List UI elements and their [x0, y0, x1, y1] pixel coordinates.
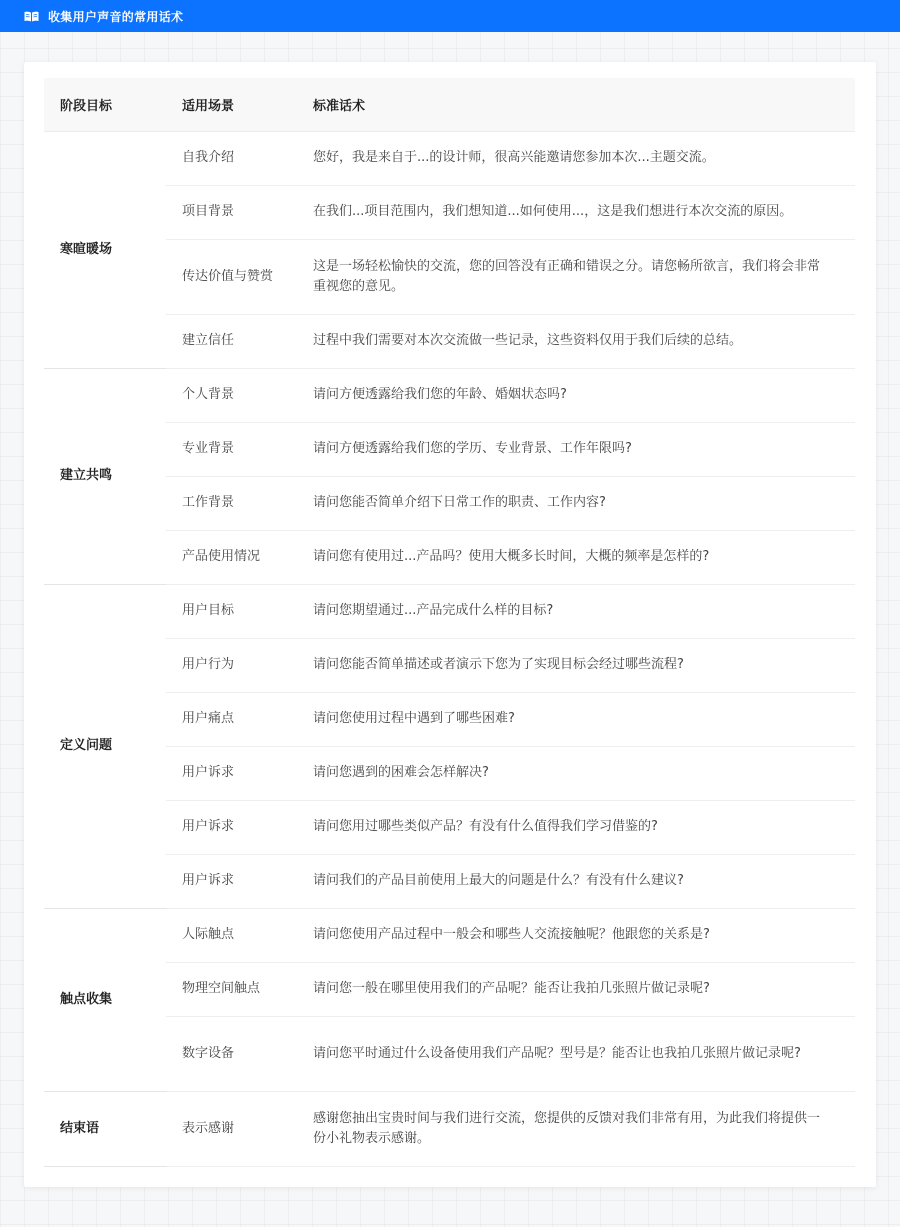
table-row [44, 239, 855, 314]
script-cell: 请问您能否简单介绍下日常工作的职责、工作内容? [297, 476, 855, 530]
script-cell: 请问我们的产品目前使用上最大的问题是什么？有没有什么建议? [297, 854, 855, 908]
stage-resonance: 建立共鸣 [44, 368, 166, 584]
script-cell: 请问您一般在哪里使用我们的产品呢？能否让我拍几张照片做记录呢? [297, 962, 855, 1016]
script-cell: 请问您能否简单描述或者演示下您为了实现目标会经过哪些流程? [297, 638, 855, 692]
script-cell: 请问方便透露给我们您的年龄、婚姻状态吗? [297, 368, 855, 422]
scene-cell: 专业背景 [166, 422, 297, 476]
stage-closing: 结束语 [44, 1091, 166, 1166]
scene-cell: 用户目标 [166, 584, 297, 638]
script-cell: 感谢您抽出宝贵时间与我们进行交流，您提供的反馈对我们非常有用，为此我们将提供一份小礼物表示感谢。 [297, 1091, 855, 1166]
table-row [44, 368, 855, 422]
scene-cell: 数字设备 [166, 1016, 297, 1091]
scene-cell: 用户痛点 [166, 692, 297, 746]
scene-cell: 建立信任 [166, 314, 297, 368]
script-cell: 请问您使用产品过程中一般会和哪些人交流接触呢？他跟您的关系是? [297, 908, 855, 962]
table-body [44, 131, 855, 1166]
scene-cell: 个人背景 [166, 368, 297, 422]
script-table [44, 78, 855, 1167]
scene-cell: 用户诉求 [166, 800, 297, 854]
header-bar [0, 0, 900, 32]
script-cell: 在我们...项目范围内，我们想知道...如何使用...，这是我们想进行本次交流的原因。 [297, 185, 855, 239]
table-row [44, 908, 855, 962]
stage-define-problem: 定义问题 [44, 584, 166, 908]
scene-cell: 物理空间触点 [166, 962, 297, 1016]
table-row [44, 746, 855, 800]
scene-cell: 传达价值与赞赏 [166, 239, 297, 314]
table-row [44, 692, 855, 746]
stage-warmup: 寒暄暖场 [44, 131, 166, 368]
script-cell: 请问方便透露给我们您的学历、专业背景、工作年限吗? [297, 422, 855, 476]
script-cell: 这是一场轻松愉快的交流，您的回答没有正确和错误之分。请您畅所欲言，我们将会非常重视您的意见。 [297, 239, 855, 314]
column-header-script: 标准话术 [297, 78, 855, 131]
script-cell: 请问您使用过程中遇到了哪些困难? [297, 692, 855, 746]
scene-cell: 表示感谢 [166, 1091, 297, 1166]
script-cell: 请问您有使用过...产品吗？使用大概多长时间，大概的频率是怎样的? [297, 530, 855, 584]
scene-cell: 用户诉求 [166, 854, 297, 908]
table-row [44, 314, 855, 368]
column-header-scene: 适用场景 [166, 78, 297, 131]
content-card [24, 62, 876, 1187]
scene-cell: 用户行为 [166, 638, 297, 692]
table-row [44, 530, 855, 584]
script-cell: 请问您用过哪些类似产品？有没有什么值得我们学习借鉴的? [297, 800, 855, 854]
scene-cell: 产品使用情况 [166, 530, 297, 584]
script-cell: 过程中我们需要对本次交流做一些记录，这些资料仅用于我们后续的总结。 [297, 314, 855, 368]
table-row [44, 638, 855, 692]
script-cell: 您好，我是来自于...的设计师，很高兴能邀请您参加本次...主题交流。 [297, 131, 855, 185]
script-cell: 请问您平时通过什么设备使用我们产品呢？型号是？能否让也我拍几张照片做记录呢? [297, 1016, 855, 1091]
column-header-stage: 阶段目标 [44, 78, 166, 131]
script-cell: 请问您期望通过...产品完成什么样的目标? [297, 584, 855, 638]
table-row [44, 800, 855, 854]
scene-cell: 自我介绍 [166, 131, 297, 185]
table-header-row [44, 78, 855, 131]
book-open-icon [24, 11, 39, 22]
page-title: 收集用户声音的常用话术 [48, 9, 184, 24]
table-row [44, 584, 855, 638]
table-row [44, 185, 855, 239]
scene-cell: 工作背景 [166, 476, 297, 530]
scene-cell: 项目背景 [166, 185, 297, 239]
script-cell: 请问您遇到的困难会怎样解决? [297, 746, 855, 800]
scene-cell: 用户诉求 [166, 746, 297, 800]
table-row [44, 854, 855, 908]
table-row [44, 422, 855, 476]
stage-touchpoints: 触点收集 [44, 908, 166, 1091]
scene-cell: 人际触点 [166, 908, 297, 962]
table-row [44, 476, 855, 530]
table-row [44, 962, 855, 1016]
table-row [44, 1091, 855, 1166]
table-row [44, 1016, 855, 1091]
table-row [44, 131, 855, 185]
